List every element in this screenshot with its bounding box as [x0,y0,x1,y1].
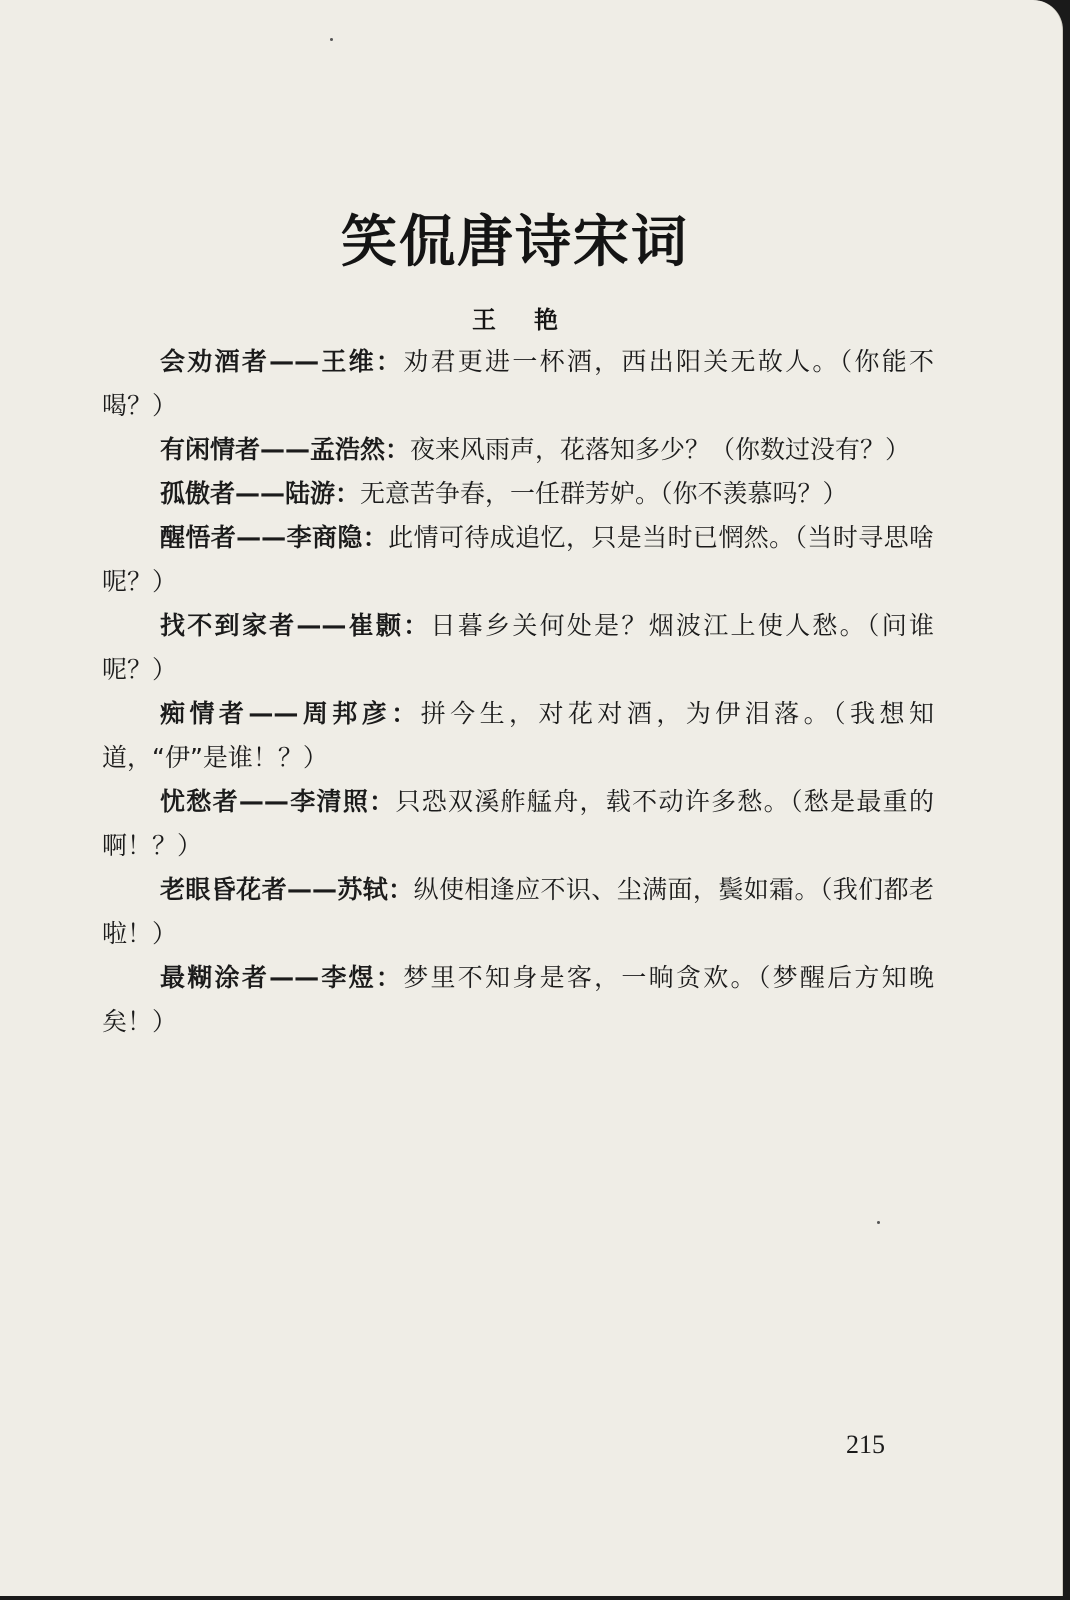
entry-lishangyin [102,516,934,604]
entry-text: 拼今生，对花对酒，为伊泪落。（我想知道，“伊”是谁！？） [102,699,934,772]
entry-zhoubangyan [102,692,934,780]
entry-text: 劝君更进一杯酒，西出阳关无故人。（你能不喝？） [102,347,934,420]
entry-liyu [102,956,934,1044]
entry-liqingzhao [102,780,934,868]
page-number: 215 [846,1430,885,1459]
entry-text: 此情可待成追忆，只是当时已惘然。（当时寻思啥呢？） [102,523,934,596]
entry-lead: 忧愁者——李清照： [160,787,396,816]
paper-speck [877,1221,880,1224]
entry-lead: 老眼昏花者——苏轼： [160,875,414,904]
article-title: 笑侃唐诗宋词 [341,209,689,275]
entry-lead: 痴情者——周邦彦： [160,699,421,728]
entry-text: 只恐双溪舴艋舟，载不动许多愁。（愁是最重的啊！？） [102,787,934,860]
entry-lead: 会劝酒者——王维： [160,347,404,376]
article-body [102,340,934,1044]
entry-wangwei [102,340,934,428]
entry-text: 日暮乡关何处是？烟波江上使人愁。（问谁呢？） [102,611,934,684]
paper-speck [330,38,333,41]
entry-sushi [102,868,934,956]
entry-text: 无意苦争春，一任群芳妒。（你不羡慕吗？） [360,479,848,508]
entry-lead: 最糊涂者——李煜： [160,963,404,992]
entry-lead: 有闲情者——孟浩然： [160,435,411,464]
entry-lead: 醒悟者——李商隐： [160,523,389,552]
entry-lead: 找不到家者——崔颢： [160,611,431,640]
entry-text: 夜来风雨声，花落知多少？（你数过没有？） [410,435,911,464]
entry-luyou [102,472,934,516]
entry-text: 梦里不知身是客，一晌贪欢。（梦醒后方知晚矣！） [102,963,934,1036]
author-name: 王艳 [472,305,596,334]
entry-cuihao [102,604,934,692]
entry-lead: 孤傲者——陆游： [160,479,361,508]
entry-text: 纵使相逢应不识、尘满面，鬓如霜。（我们都老啦！） [102,875,934,948]
entry-menghaoran [102,428,934,472]
